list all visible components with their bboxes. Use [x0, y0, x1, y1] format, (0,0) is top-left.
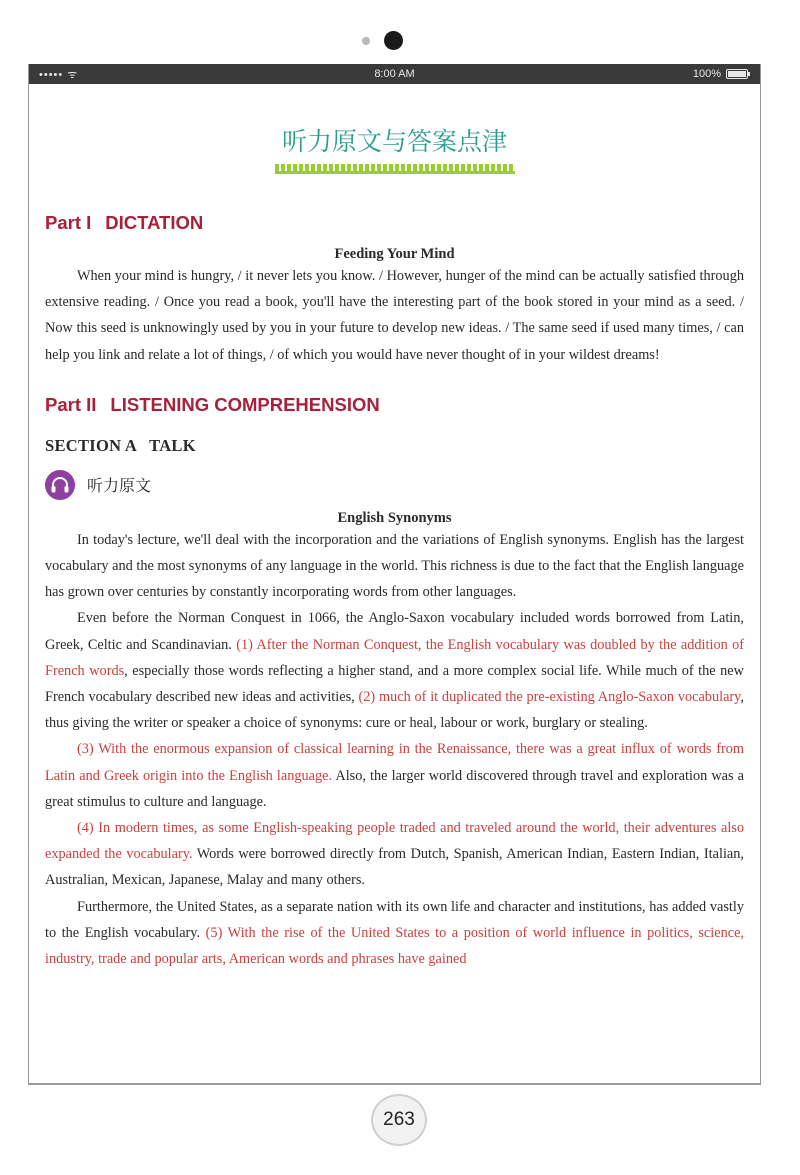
text-run: , thus giving the writer or speaker a choice of synonyms: cure or heal, labour or work, burglary or stealing. [45, 689, 744, 732]
part1-heading [45, 212, 744, 234]
part2-title: LISTENING COMPREHENSION [110, 393, 380, 415]
tablet-camera [362, 30, 422, 50]
camera-sensor-icon [362, 37, 370, 45]
battery-icon [726, 69, 748, 79]
listening-script-label-row [45, 470, 744, 500]
section-a-label: SECTION A [45, 435, 138, 455]
status-time: 8:00 AM [374, 68, 415, 80]
text-run: Also, the larger world discovered through travel and exploration was a great stimulus to culture and language. [45, 767, 744, 810]
dictation-passage-title: Feeding Your Mind [334, 246, 455, 262]
part2-number: Part II [45, 393, 97, 415]
status-bar [29, 64, 760, 84]
page-bottom-divider [28, 1083, 761, 1084]
page-content [45, 84, 744, 972]
battery-status [693, 68, 748, 80]
part1-number: Part I [45, 212, 92, 233]
page-title: 听力原文与答案点津 [281, 127, 507, 156]
talk-paragraph-4 [45, 815, 744, 894]
part2-heading [45, 394, 744, 416]
answer-2-highlight: (2) much of it duplicated the pre-existing Anglo-Saxon vocabulary [358, 689, 741, 706]
title-underline-decoration [275, 164, 515, 174]
text-run: Words were borrowed directly from Dutch, Spanish, American Indian, Eastern Indian, Italian, Australian, Mexican, Japanese, Malay and many others. [45, 846, 744, 889]
talk-paragraph-3 [45, 736, 744, 815]
tablet-screen [28, 64, 761, 1085]
answer-3-highlight: (3) With the enormous expansion of classical learning in the Renaissance, there was a great influx of words from Latin and Greek origin into the English language. [45, 741, 744, 784]
text-run: Furthermore, the United States, as a separate nation with its own life and character and institutions, has added vastly to the English vocabulary. [45, 898, 744, 941]
talk-paragraph-1: In today's lecture, we'll deal with the incorporation and the variations of English synonyms. English has the largest vocabulary and the most synonyms of any language in the world. This richness is due to the fact that the English language has grown over centuries by constantly incorporating words from other languages. [45, 531, 744, 601]
section-a-heading [45, 436, 744, 456]
dictation-paragraph: When your mind is hungry, / it never lets you know. / However, hunger of the mind can be actually satisfied through extensive reading. / Once you read a book, you'll have the interesting part of the book stored in your mind as a seed. / Now this seed is unknowingly used by you in your future to develop new ideas. / The same seed if used many times, / can help you link and relate a lot of things, / of which you would have never thought of in your wildest dreams! [45, 268, 744, 363]
text-run: Even before the Norman Conquest in 1066, the Anglo-Saxon vocabulary included words borrowed from Latin, Greek, Celtic and Scandinavian. [45, 610, 744, 653]
answer-5-highlight: (5) With the rise of the United States to a position of world influence in politics, science, industry, trade and popular arts, American words and phrases have gained [45, 924, 744, 968]
camera-lens-icon [384, 31, 403, 50]
headphones-icon [45, 470, 75, 500]
signal-indicator: ••••• ᯤ [39, 69, 79, 81]
talk-paragraph-2 [45, 605, 744, 736]
part1-title: DICTATION [105, 212, 204, 233]
listening-script-label: 听力原文 [87, 476, 152, 496]
talk-paragraph-5 [45, 894, 744, 973]
talk-passage-title: English Synonyms [337, 509, 452, 526]
text-run: , especially those words reflecting a higher stand, and a more complex social life. While much of the new French vocabulary described new ideas and activities, [45, 662, 744, 706]
battery-percent: 100% [692, 68, 721, 80]
page-number: 263 [371, 1094, 427, 1146]
answer-1-highlight: (1) After the Norman Conquest, the English vocabulary was doubled by the addition of French words [45, 636, 744, 679]
section-a-title: TALK [149, 435, 196, 455]
answer-4-highlight: (4) In modern times, as some English-speaking people traded and traveled around the world, their adventures also expanded the vocabulary. [45, 820, 744, 863]
